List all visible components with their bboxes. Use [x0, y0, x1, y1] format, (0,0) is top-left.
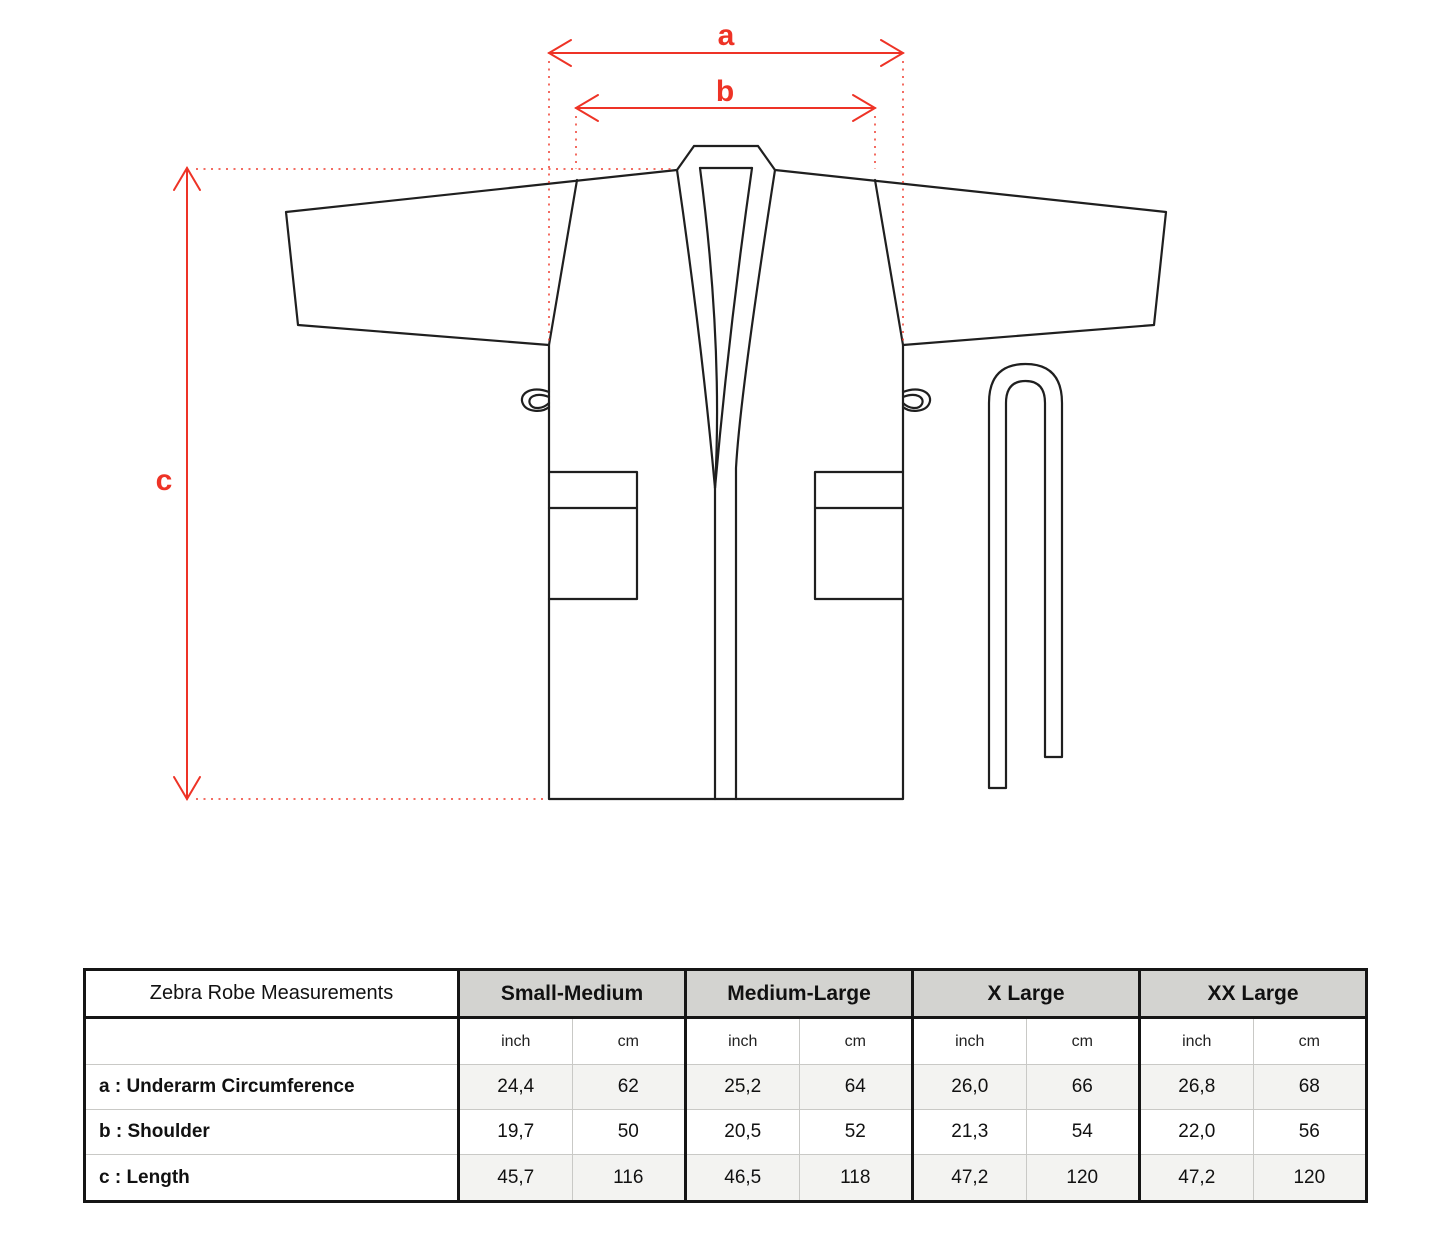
- value-cell: 47,2: [1140, 1155, 1254, 1202]
- measure-b: [576, 75, 875, 121]
- left-sleeve: [286, 170, 677, 345]
- table-header-row: [85, 970, 1367, 1018]
- unit-header-row: [85, 1018, 1367, 1065]
- size-header-xx-large: XX Large: [1140, 970, 1367, 1018]
- table-row-underarm: [85, 1065, 1367, 1110]
- value-cell: 56: [1253, 1110, 1367, 1155]
- value-cell: 47,2: [913, 1155, 1027, 1202]
- unit-inch: inch: [459, 1018, 573, 1065]
- value-cell: 46,5: [686, 1155, 800, 1202]
- value-cell: 62: [572, 1065, 686, 1110]
- right-pocket: [815, 472, 903, 599]
- unit-inch: inch: [1140, 1018, 1254, 1065]
- table-row-shoulder: [85, 1110, 1367, 1155]
- right-belt-loop: [903, 390, 930, 411]
- value-cell: 118: [799, 1155, 913, 1202]
- left-lapel-inner-edge: [700, 168, 717, 488]
- size-header-x-large: X Large: [913, 970, 1140, 1018]
- right-lapel-outer-edge: [736, 170, 775, 799]
- measure-a: [549, 19, 903, 66]
- unit-cm: cm: [1026, 1018, 1140, 1065]
- unit-inch: inch: [913, 1018, 1027, 1065]
- measure-a-label: a: [717, 19, 735, 52]
- value-cell: 120: [1253, 1155, 1367, 1202]
- unit-row-spacer: [85, 1018, 459, 1065]
- left-lapel-outer-edge: [677, 170, 715, 799]
- value-cell: 64: [799, 1065, 913, 1110]
- right-sleeve: [775, 170, 1166, 345]
- unit-cm: cm: [572, 1018, 686, 1065]
- value-cell: 22,0: [1140, 1110, 1254, 1155]
- right-lapel-inner-edge: [715, 168, 752, 488]
- value-cell: 19,7: [459, 1110, 573, 1155]
- value-cell: 21,3: [913, 1110, 1027, 1155]
- value-cell: 20,5: [686, 1110, 800, 1155]
- left-pocket: [549, 472, 637, 599]
- value-cell: 66: [1026, 1065, 1140, 1110]
- value-cell: 24,4: [459, 1065, 573, 1110]
- measure-c: [156, 168, 200, 799]
- value-cell: 25,2: [686, 1065, 800, 1110]
- value-cell: 116: [572, 1155, 686, 1202]
- value-cell: 52: [799, 1110, 913, 1155]
- size-header-medium-large: Medium-Large: [686, 970, 913, 1018]
- lapels: [677, 168, 775, 799]
- robe-drawing: [286, 146, 1166, 799]
- belt-tie: [989, 364, 1062, 788]
- size-chart-table: [83, 968, 1368, 1203]
- robe-body: [549, 180, 903, 799]
- row-label-shoulder: b : Shoulder: [85, 1110, 459, 1155]
- left-belt-loop: [522, 390, 549, 411]
- value-cell: 26,8: [1140, 1065, 1254, 1110]
- table-title: Zebra Robe Measurements: [85, 970, 459, 1018]
- measure-b-label: b: [715, 75, 735, 108]
- unit-inch: inch: [686, 1018, 800, 1065]
- size-header-small-medium: Small-Medium: [459, 970, 686, 1018]
- value-cell: 50: [572, 1110, 686, 1155]
- row-label-length: c : Length: [85, 1155, 459, 1202]
- value-cell: 45,7: [459, 1155, 573, 1202]
- unit-cm: cm: [1253, 1018, 1367, 1065]
- row-label-underarm: a : Underarm Circumference: [85, 1065, 459, 1110]
- collar: [677, 146, 775, 170]
- value-cell: 68: [1253, 1065, 1367, 1110]
- unit-cm: cm: [799, 1018, 913, 1065]
- value-cell: 120: [1026, 1155, 1140, 1202]
- measure-c-label: c: [155, 464, 173, 497]
- value-cell: 26,0: [913, 1065, 1027, 1110]
- value-cell: 54: [1026, 1110, 1140, 1155]
- table-row-length: [85, 1155, 1367, 1202]
